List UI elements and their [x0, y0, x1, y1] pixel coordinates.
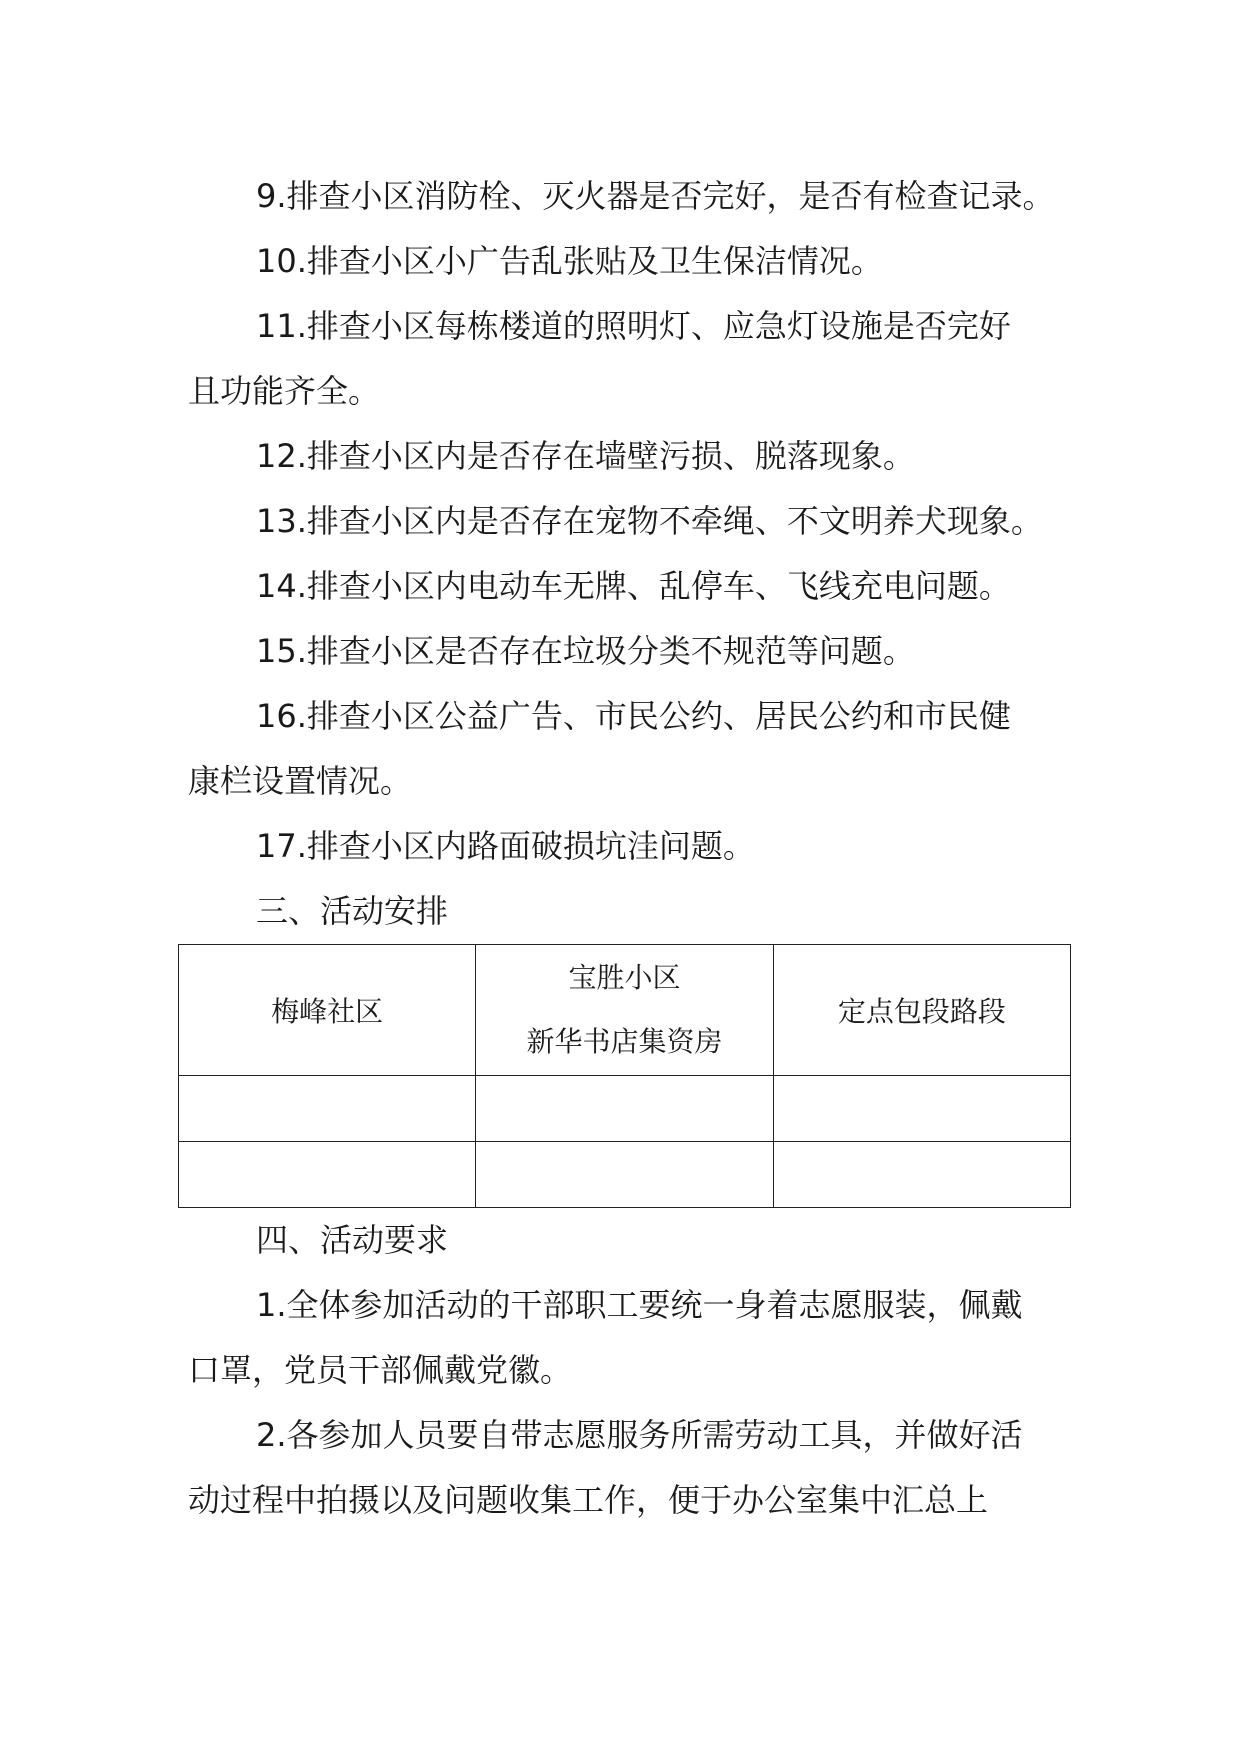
list-item-14: 14.排查小区内电动车无牌、乱停车、飞线充电问题。 [256, 567, 1011, 605]
section-heading-activity-requirements: 四、活动要求 [256, 1221, 449, 1259]
requirement-item-1-continued: 口罩，党员干部佩戴党徽。 [188, 1351, 573, 1389]
list-item-16: 16.排查小区公益广告、市民公约、居民公约和市民健 [256, 697, 1011, 735]
list-item-11-continued: 且功能齐全。 [188, 372, 381, 410]
table-cell [179, 1142, 476, 1208]
list-item-12: 12.排查小区内是否存在墙壁污损、脱落现象。 [256, 437, 915, 475]
table-cell [773, 1142, 1070, 1208]
table-header-row [179, 945, 1071, 1076]
table-row [179, 1076, 1071, 1142]
requirement-item-2: 2.各参加人员要自带志愿服务所需劳动工具，并做好活 [256, 1416, 1023, 1454]
table-cell [476, 1142, 773, 1208]
road-section-label: 定点包段路段 [837, 995, 1006, 1028]
document-body [188, 164, 1068, 1533]
list-item-15: 15.排查小区是否存在垃圾分类不规范等问题。 [256, 632, 915, 670]
list-item-17: 17.排查小区内路面破损坑洼问题。 [256, 827, 755, 865]
list-item-9: 9.排查小区消防栓、灭火器是否完好，是否有检查记录。 [256, 177, 1055, 215]
residential-area-name: 宝胜小区 [568, 961, 681, 994]
table-cell [476, 1076, 773, 1142]
requirements-list [188, 1273, 1068, 1533]
section-heading-activity-arrangement: 三、活动安排 [256, 892, 449, 930]
table-cell [179, 1076, 476, 1142]
residential-building-name: 新华书店集资房 [526, 1025, 723, 1058]
table-cell [773, 1076, 1070, 1142]
table-cell-community [179, 945, 476, 1076]
table-cell-residential [476, 945, 773, 1076]
requirement-item-2-continued: 动过程中拍摄以及问题收集工作，便于办公室集中汇总上 [188, 1481, 989, 1519]
list-item-11: 11.排查小区每栋楼道的照明灯、应急灯设施是否完好 [256, 307, 1011, 345]
list-item-10: 10.排查小区小广告乱张贴及卫生保洁情况。 [256, 242, 883, 280]
list-item-13: 13.排查小区内是否存在宠物不牵绳、不文明养犬现象。 [256, 502, 1043, 540]
inspection-items-list [188, 164, 1068, 879]
list-item-16-continued: 康栏设置情况。 [188, 762, 413, 800]
requirement-item-1: 1.全体参加活动的干部职工要统一身着志愿服装，佩戴 [256, 1286, 1023, 1324]
activity-schedule-table [178, 944, 1071, 1208]
table-cell-road-section [773, 945, 1070, 1076]
community-name: 梅峰社区 [271, 995, 384, 1028]
table-row [179, 1142, 1071, 1208]
